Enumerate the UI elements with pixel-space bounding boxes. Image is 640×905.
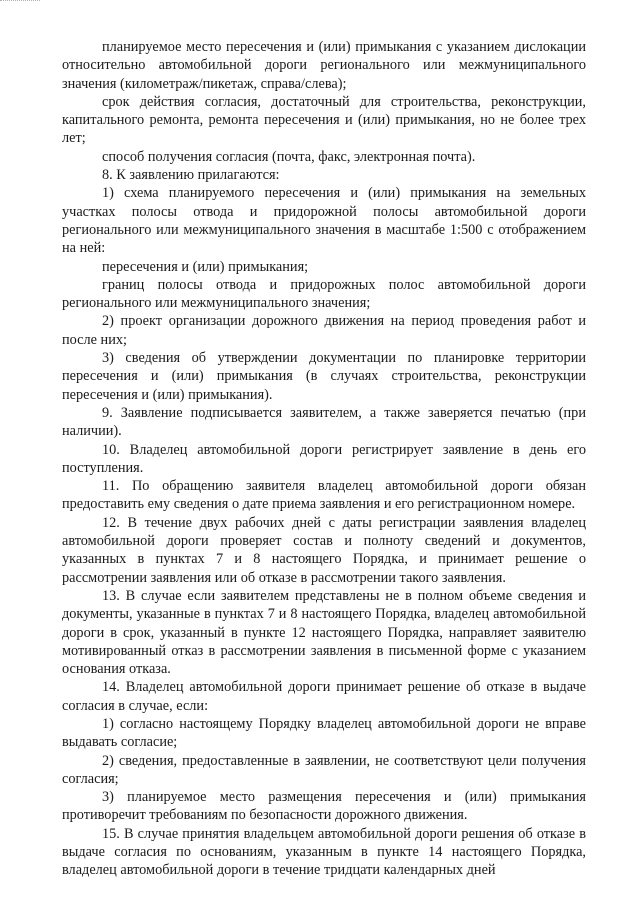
paragraph-item-8: 8. К заявлению прилагаются: [102,167,280,184]
paragraph-validity-term: срок действия согласия, достаточный для строительства, реконструкции, капитального ремонта, ремонта пересечения и (или) примыкания, но не более трех лет; [62,93,586,147]
paragraph-item-14-3: 3) планируемое место размещения пересечения и (или) примыкания противоречит требованиям по безопасности дорожного движения. [62,789,586,824]
document-page [62,38,586,880]
paragraph-item-8-1-boundaries: границ полосы отвода и придорожных полос автомобильной дороги регионального или межмуниципального значения; [62,276,586,312]
paragraph-item-13: 13. В случае если заявителем представлены не в полном объеме сведения и документы, указанные в пунктах 7 и 8 настоящего Порядка, владелец автомобильной дороги в срок, указанный в пункте 12 настоящего Порядка, направляет заявителю мотивированный отказ в рассмотрении заявления в письменной форме с указанием основания отказа. [62,587,586,678]
paragraph-item-15: 15. В случае принятия владельцем автомобильной дороги решения об отказе в выдаче согласия по основаниям, указанным в пункте 14 настоящего Порядка, владелец автомобильной дороги в течение тридцати календарных дней [62,825,586,879]
paragraph-item-14-2: 2) сведения, предоставленные в заявлении, не соответствуют цели получения согласия; [62,752,586,787]
paragraph-delivery-method: способ получения согласия (почта, факс, электронная почта). [102,148,476,165]
paragraph-item-11: 11. По обращению заявителя владелец автомобильной дороги обязан предоставить ему сведения о дате приема заявления и его регистрационном номере. [62,478,586,513]
paragraph-item-8-1-intersections: пересечения и (или) примыкания; [102,258,309,275]
paragraph-item-14: 14. Владелец автомобильной дороги принимает решение об отказе в выдаче согласия в случае, если: [62,679,586,714]
paragraph-item-8-3: 3) сведения об утверждении документации по планировке территории пересечения и (или) примыкания (в случаях строительства, реконструкции пересечения и (или) примыкания). [62,350,586,403]
paragraph-item-10: 10. Владелец автомобильной дороги регистрирует заявление в день его поступления. [62,441,586,476]
paragraph-location: планируемое место пересечения и (или) примыкания с указанием дислокации относительно автомобильной дороги регионального или межмуниципального значения (километраж/пикетаж, справа/слева); [62,39,586,92]
paragraph-item-8-1: 1) схема планируемого пересечения и (или) примыкания на земельных участках полосы отвода и придорожной полосы автомобильной дороги регионального или межмуниципального значения в масштабе 1:500 с отображением на ней: [62,185,586,257]
paragraph-item-12: 12. В течение двух рабочих дней с даты регистрации заявления владелец автомобильной дороги проверяет состав и полноту сведений и документов, указанных в пунктах 7 и 8 настоящего Порядка, и принимает решение о рассмотрении заявления или об отказе в рассмотрении такого заявления. [62,514,586,586]
paragraph-item-14-1: 1) согласно настоящему Порядку владелец автомобильной дороги не вправе выдавать согласие; [62,715,586,751]
paragraph-item-9: 9. Заявление подписывается заявителем, а также заверяется печатью (при наличии). [62,404,586,440]
scan-corner-mark [0,0,40,5]
paragraph-item-8-2: 2) проект организации дорожного движения на период проведения работ и после них; [62,313,586,348]
